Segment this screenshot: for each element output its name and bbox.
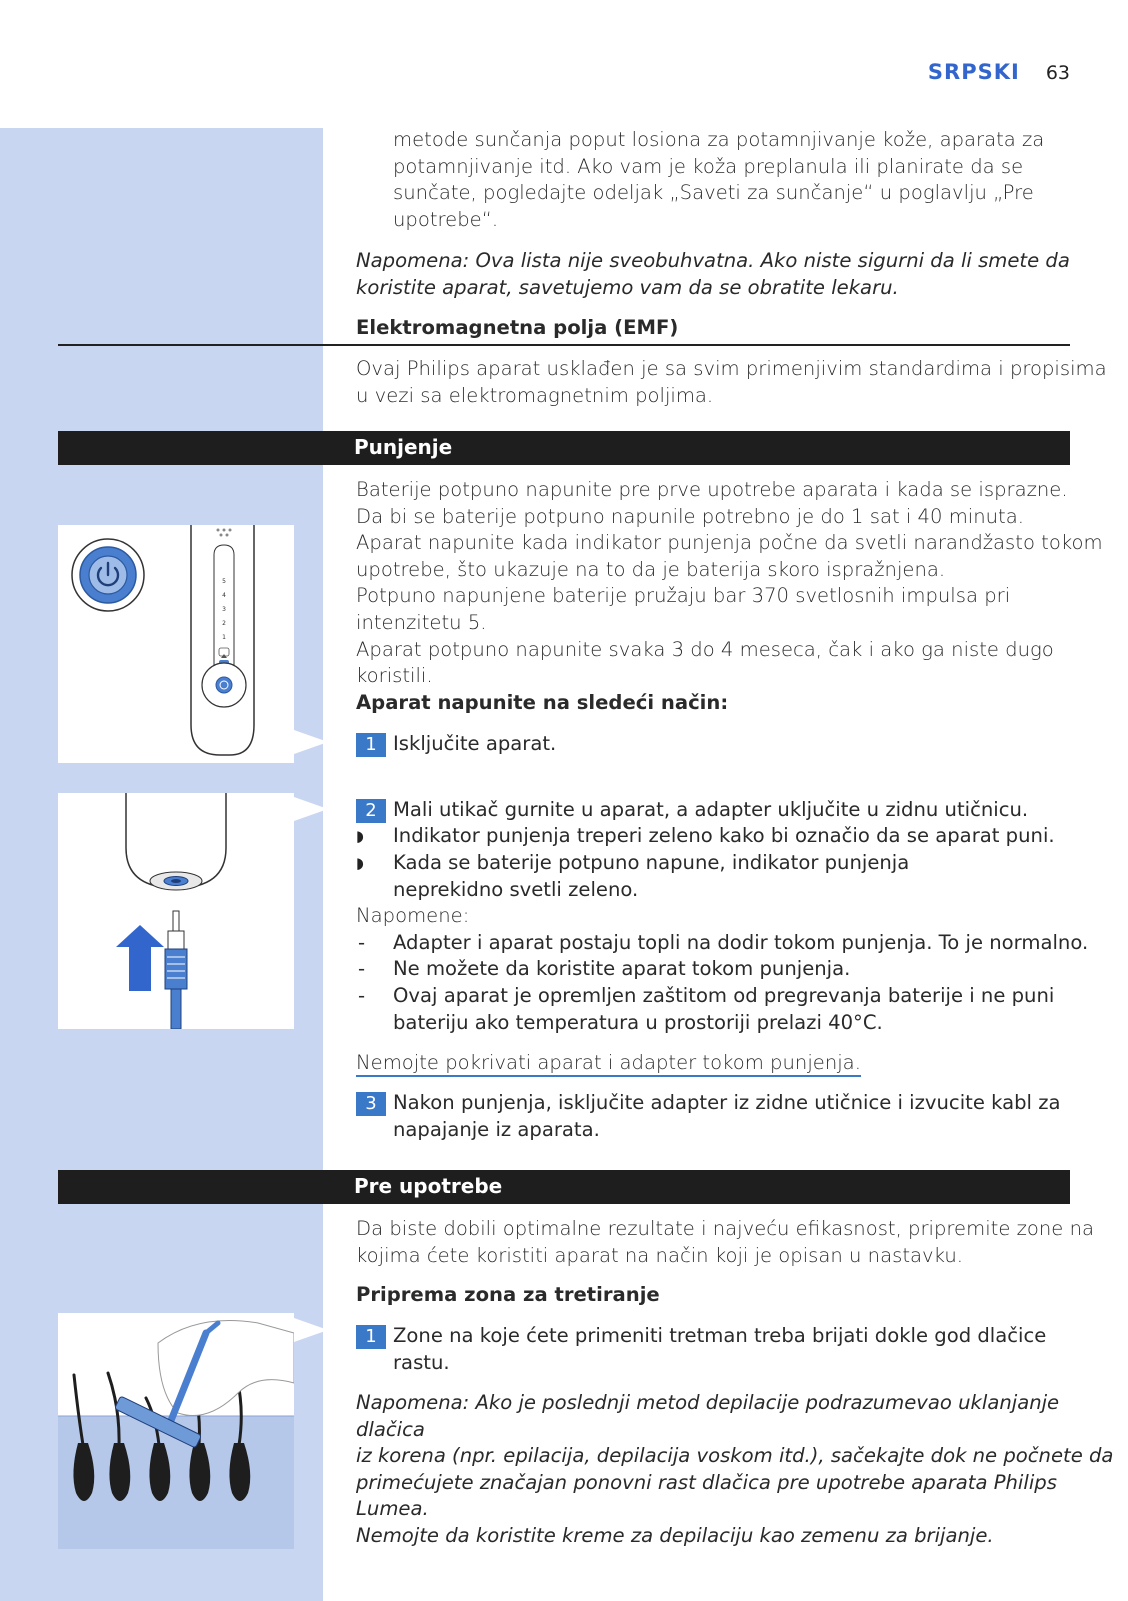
before-use-note (356, 1390, 1128, 1550)
charging-plug-illustration (58, 793, 294, 1029)
step-number-badge: 1 (356, 1325, 386, 1349)
note-item (356, 956, 850, 983)
text-line: Kada se baterije potpuno napune, indikator punjenja (393, 851, 910, 874)
text-line: Napomena: Ova lista nije sveobuhvatna. Ako niste sigurni da li smete da (356, 249, 1070, 272)
figure-shaving (58, 1313, 294, 1549)
scale-label: 4 (222, 592, 226, 599)
page-number: 63 (1045, 62, 1070, 84)
text-line: sunčate, pogledajte odeljak „Saveti za sunčanje“ u poglavlju „Pre (393, 181, 1034, 205)
text-line: Potpuno napunjene baterije pružaju bar 370 svetlosnih impulsa pri (356, 584, 1011, 608)
text-line: neprekidno svetli zeleno. (393, 877, 639, 901)
text-line: Da biste dobili optimalne rezultate i najveću efikasnost, pripremite zone na (356, 1217, 1094, 1240)
figure-pointer (294, 797, 328, 821)
charging-warning (356, 1050, 861, 1077)
intro-note (356, 248, 1070, 301)
step-number-badge: 2 (356, 799, 386, 823)
note-item (356, 983, 1054, 1036)
bullet-marker: ◗ (356, 827, 364, 845)
text-line: potamnjivanje itd. Ako vam je koža preplanula ili planirate da se (393, 154, 1024, 178)
step-3 (356, 1090, 1061, 1143)
text-line: Adapter i aparat postaju topli na dodir tokom punjenja. To je normalno. (393, 931, 1089, 954)
text-line: Indikator punjenja treperi zeleno kako bi označio da se aparat puni. (393, 824, 1055, 847)
bullet-marker: ◗ (356, 854, 364, 872)
text-line: Ne možete da koristite aparat tokom punjenja. (393, 957, 851, 980)
step-text: Isključite aparat. (393, 732, 557, 755)
text-line: kojima ćete koristiti aparat na način koji je opisan u nastavku. (356, 1243, 963, 1267)
emf-heading: Elektromagnetna polja (EMF) (356, 316, 679, 339)
bullet-item (356, 823, 1055, 850)
text-line: Ovaj Philips aparat usklađen je sa svim primenjivim standardima i propisima (356, 357, 1107, 380)
text-line: koristili. (356, 664, 433, 688)
step-1-prep (356, 1323, 1046, 1376)
emf-paragraph (356, 356, 1107, 409)
section-heading: Punjenje (354, 435, 453, 459)
text-line: primećujete značajan ponovni rast dlačica pre upotrebe aparata Philips Lumea. (356, 1470, 1057, 1521)
step-number-badge: 3 (356, 1092, 386, 1116)
bullet-item (356, 850, 909, 903)
dash-marker: - (358, 957, 366, 980)
scale-label: 3 (222, 606, 226, 613)
text-line: upotrebe, što ukazuje na to da je baterija skoro ispražnjena. (356, 557, 946, 581)
step-number-badge: 1 (356, 733, 386, 757)
text-line: Nemojte da koristite kreme za depilaciju kao zemenu za brijanje. (356, 1523, 994, 1547)
language-label: SRPSKI (927, 60, 1020, 84)
section-band-charging (58, 431, 1070, 465)
before-use-subheading: Priprema zona za tretiranje (356, 1283, 660, 1306)
text-line: Ovaj aparat je opremljen zaštitom od pregrevanja baterije i ne puni (393, 984, 1055, 1007)
note-item (356, 930, 1088, 957)
page-header (928, 60, 1070, 90)
text-line: Da bi se baterije potpuno napunile potrebno je do 1 sat i 40 minuta. (356, 504, 1024, 528)
text-line: rastu. (393, 1350, 450, 1374)
intro-paragraph (393, 127, 1044, 233)
scale-label: 5 (222, 578, 226, 585)
text-line: koristite aparat, savetujemo vam da se obratite lekaru. (356, 275, 899, 299)
text-line: napajanje iz aparata. (393, 1117, 600, 1141)
scale-label: 1 (222, 634, 226, 641)
razor-shaving-illustration (58, 1313, 294, 1549)
figure-pointer (294, 1318, 328, 1342)
device-handle-illustration (58, 525, 294, 763)
figure-pointer (294, 730, 328, 754)
text-line: Aparat napunite kada indikator punjenja počne da svetli narandžasto tokom (356, 531, 1103, 555)
text-line: metode sunčanja poput losiona za potamnjivanje kože, aparata za (393, 128, 1045, 151)
section-band-before-use (58, 1170, 1070, 1204)
step-text: Mali utikač gurnite u aparat, a adapter uključite u zidnu utičnicu. (393, 798, 1029, 821)
section-heading: Pre upotrebe (354, 1174, 503, 1198)
text-line: u vezi sa elektromagnetnim poljima. (356, 383, 714, 407)
up-arrow-icon (116, 925, 164, 991)
text-line: Napomena: Ako je poslednji metod depilacije podrazumevao uklanjanje dlačica (356, 1391, 1060, 1441)
figure-charging-plug (58, 793, 294, 1029)
text-line: iz korena (npr. epilacija, depilacija voskom itd.), sačekajte dok ne počnete da (356, 1444, 1114, 1468)
dash-marker: - (358, 931, 366, 954)
text-line: upotrebe“. (393, 207, 499, 231)
text-line: intenzitetu 5. (356, 610, 487, 634)
before-use-paragraph (356, 1216, 1094, 1269)
step-1 (356, 731, 556, 758)
charging-subheading: Aparat napunite na sledeći način: (356, 691, 729, 714)
step-2 (356, 797, 1028, 824)
dash-marker: - (358, 984, 366, 1007)
figure-device-power (58, 525, 294, 763)
text-line: Nakon punjenja, isključite adapter iz zidne utičnice i izvucite kabl za (393, 1091, 1061, 1114)
notes-label: Napomene: (356, 904, 470, 927)
charging-paragraph (356, 477, 1103, 690)
text-line: bateriju ako temperatura u prostoriji prelazi 40°C. (393, 1010, 883, 1034)
text-line: Baterije potpuno napunite pre prve upotrebe aparata i kada se isprazne. (356, 478, 1068, 501)
scale-label: 2 (222, 620, 226, 627)
section-rule (58, 344, 1070, 346)
text-line: Zone na koje ćete primeniti tretman treba brijati dokle god dlačice (393, 1324, 1047, 1347)
warning-text: Nemojte pokrivati aparat i adapter tokom punjenja. (356, 1051, 861, 1077)
text-line: Aparat potpuno napunite svaka 3 do 4 meseca, čak i ako ga niste dugo (356, 637, 1054, 661)
